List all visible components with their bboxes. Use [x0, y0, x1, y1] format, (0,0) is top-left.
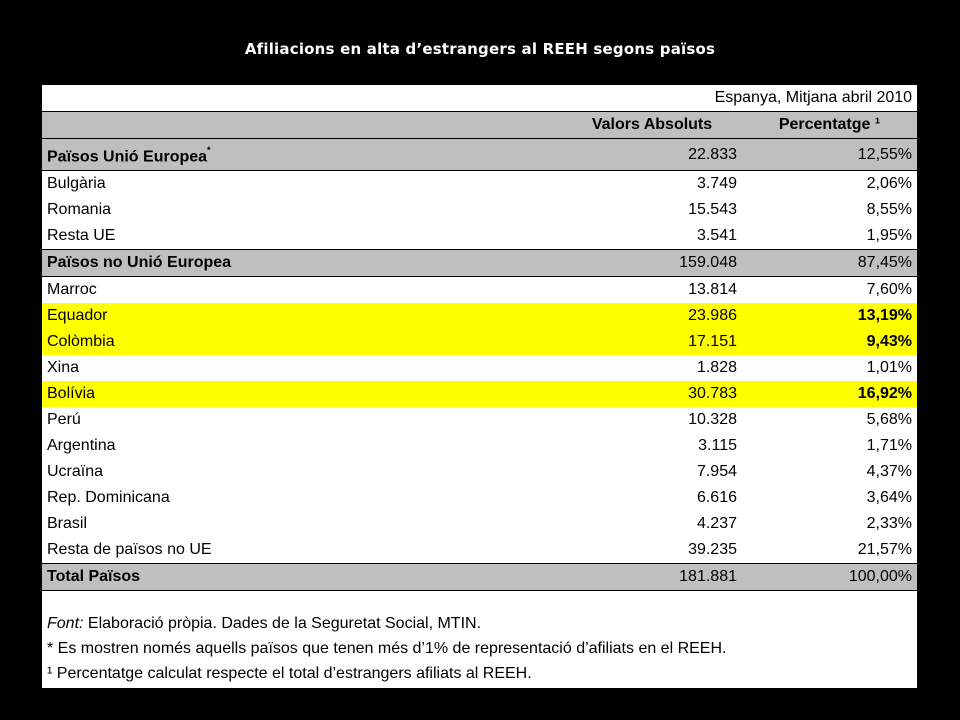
country-label: Resta UE: [47, 227, 116, 245]
table-row: [42, 459, 917, 485]
absolute-value-cell: 22.833: [562, 139, 742, 171]
country-cell: [42, 223, 562, 250]
affiliations-table: [42, 85, 917, 591]
table-row: [42, 485, 917, 511]
footnote-mark: *: [207, 145, 211, 155]
percentage-cell: 1,01%: [866, 359, 913, 377]
absolute-value-cell: 1.828: [696, 359, 737, 377]
absolute-value-cell: 3.749: [696, 175, 737, 193]
country-label: Rep. Dominicana: [47, 489, 170, 507]
country-cell: [42, 171, 562, 198]
country-label: Total Països: [47, 568, 141, 586]
header-blank-cell: [42, 112, 562, 139]
source-note: [47, 611, 912, 636]
country-cell: [42, 250, 562, 277]
percentage-cell: 87,45%: [742, 250, 917, 277]
table-row: [42, 381, 917, 407]
absolute-value-cell: 3.541: [696, 227, 737, 245]
absolute-value-cell: 159.048: [562, 250, 742, 277]
percentage-cell: 12,55%: [742, 139, 917, 171]
country-cell: [42, 197, 562, 223]
absolute-value-cell: 17.151: [562, 329, 742, 355]
percentage-cell: 7,60%: [866, 281, 913, 299]
absolute-value-cell: 13.814: [688, 281, 737, 299]
table-header-columns: [42, 112, 917, 139]
absolute-value-cell: 7.954: [696, 463, 737, 481]
table-row: [42, 355, 917, 381]
absolute-value-cell: 23.986: [562, 303, 742, 329]
country-cell: [42, 407, 562, 433]
table-row: [42, 511, 917, 537]
absolute-value-cell: 181.881: [562, 564, 742, 591]
table-row: [42, 197, 917, 223]
absolute-value-cell: 15.543: [688, 201, 737, 219]
country-label: Bulgària: [47, 175, 106, 193]
country-label: Països Unió Europea: [47, 148, 208, 166]
country-cell: [42, 303, 562, 329]
table-row: [42, 329, 917, 355]
percentage-cell: 2,33%: [866, 515, 913, 533]
country-cell: [42, 139, 562, 171]
footnote-one: ¹ Percentatge calculat respecte el total d’estrangers afiliats al REEH.: [47, 665, 532, 683]
percentage-cell: 8,55%: [866, 201, 913, 219]
table-row: [42, 433, 917, 459]
country-cell: [42, 537, 562, 564]
source-label: Font:: [47, 615, 84, 633]
country-label: Països no Unió Europea: [47, 254, 232, 272]
absolute-value-cell: 39.235: [688, 541, 737, 559]
absolute-value-cell: 4.237: [696, 515, 737, 533]
percentage-cell: 1,95%: [866, 227, 913, 245]
percentage-cell: 1,71%: [866, 437, 913, 455]
country-label: Colòmbia: [47, 333, 115, 351]
country-cell: [42, 511, 562, 537]
country-label: Resta de països no UE: [47, 541, 212, 559]
country-label: Brasil: [47, 515, 88, 533]
country-label: Xina: [47, 359, 80, 377]
country-cell: [42, 329, 562, 355]
country-cell: [42, 277, 562, 304]
percentage-cell: 16,92%: [742, 381, 917, 407]
footnote-star: * Es mostren només aquells països que tenen més d’1% de representació d’afiliats en el REEH.: [47, 640, 727, 658]
country-cell: [42, 459, 562, 485]
absolute-value-cell: 6.616: [696, 489, 737, 507]
header-absolute-values: Valors Absoluts: [562, 112, 742, 139]
country-cell: [42, 355, 562, 381]
absolute-value-cell: 3.115: [698, 437, 737, 455]
table-row: [42, 223, 917, 250]
table-row: [42, 277, 917, 304]
percentage-cell: 2,06%: [866, 175, 913, 193]
percentage-cell: 21,57%: [857, 541, 913, 559]
country-label: Ucraïna: [47, 463, 104, 481]
country-cell: [42, 381, 562, 407]
source-text: Elaboració pròpia. Dades de la Seguretat Social, MTIN.: [83, 615, 482, 633]
data-table-panel: [42, 85, 917, 688]
percentage-cell: 9,43%: [742, 329, 917, 355]
country-label: Bolívia: [47, 385, 96, 403]
table-notes: [42, 591, 917, 688]
country-label: Marroc: [47, 281, 97, 299]
table-total-row: [42, 564, 917, 591]
percentage-cell: 13,19%: [742, 303, 917, 329]
region-period-label: Espanya, Mitjana abril 2010: [42, 85, 917, 112]
percentage-cell: 5,68%: [866, 411, 913, 429]
country-cell: [42, 485, 562, 511]
country-label: Romania: [47, 201, 112, 219]
table-row: [42, 303, 917, 329]
country-label: Perú: [47, 411, 81, 429]
absolute-value-cell: 30.783: [562, 381, 742, 407]
table-group-row: [42, 250, 917, 277]
page-title: Afiliacions en alta d’estrangers al REEH segons països: [244, 40, 716, 58]
percentage-cell: 4,37%: [866, 463, 913, 481]
percentage-cell: 3,64%: [866, 489, 913, 507]
country-cell: [42, 564, 562, 591]
percentage-cell: 100,00%: [742, 564, 917, 591]
table-row: [42, 171, 917, 198]
country-cell: [42, 433, 562, 459]
table-group-row: [42, 139, 917, 171]
table-row: [42, 407, 917, 433]
table-header-region: [42, 85, 917, 112]
country-label: Equador: [47, 307, 108, 325]
country-label: Argentina: [47, 437, 116, 455]
header-percentage: Percentatge ¹: [742, 112, 917, 139]
absolute-value-cell: 10.328: [688, 411, 737, 429]
table-row: [42, 537, 917, 564]
